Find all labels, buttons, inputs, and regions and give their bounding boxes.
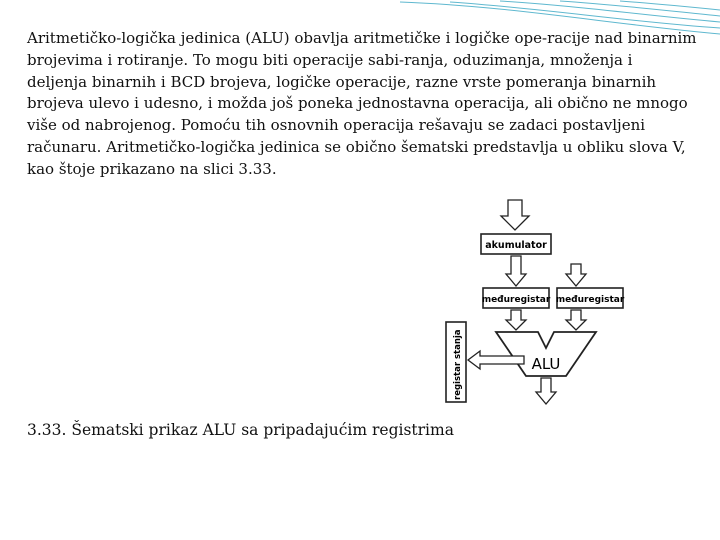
- alu-label: ALU: [531, 355, 561, 373]
- alu-output-arrow: [536, 378, 556, 404]
- status-register-label: registar stanja: [453, 329, 463, 400]
- figure-caption: 3.33. Šematski prikaz ALU sa pripadajućim registrima: [27, 421, 454, 439]
- accumulator-label: akumulator: [485, 240, 547, 251]
- right-register-to-alu-arrow: [566, 310, 586, 330]
- accumulator-to-register-arrow: [506, 256, 526, 286]
- right-register-label: međuregistar: [555, 295, 625, 305]
- body-paragraph: Aritmetičko-logička jedinica (ALU) obavlja aritmetičke i logičke ope-racije nad binarnim brojevima i rotiranje. To mogu biti operacije sabi-ranja, oduzimanja, množenja i deljenja binarnih i BCD brojeva, logičke operacije, razne vrste pomeranja binarnih brojeva ulevo i udesno, i možda još poneka jednostavna operacija, ali obično ne mnogo više od nabrojenog. Pomoću tih osnovnih operacija rešavaju se zadaci postavljeni računaru. Aritmetičko-logička jedinica se obično šematski predstavlja u obliku slova V, kao štoje prikazano na slici 3.33.: [27, 29, 697, 178]
- input-arrow: [501, 200, 529, 230]
- right-input-arrow: [566, 264, 586, 286]
- left-register-to-alu-arrow: [506, 310, 526, 330]
- left-register-label: međuregistar: [481, 295, 551, 305]
- alu-diagram: [420, 196, 642, 408]
